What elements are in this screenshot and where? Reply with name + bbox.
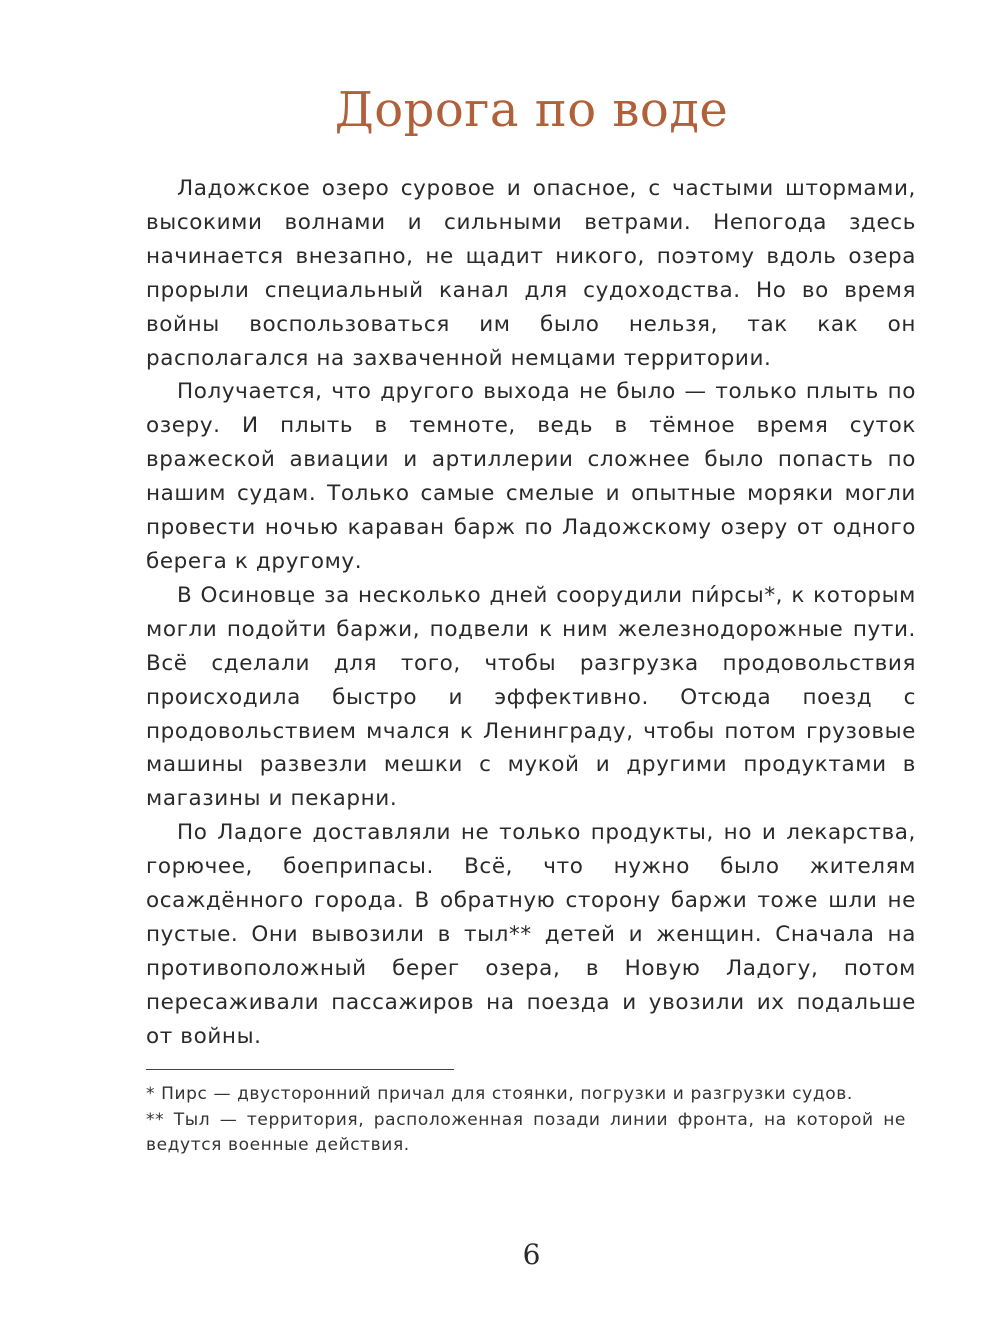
footnote: * Пирс — двусторонний причал для стоянки, погрузки и разгрузки судов. xyxy=(146,1084,853,1104)
body-text xyxy=(146,172,916,1054)
paragraph: Получается, что другого выхода не было — только плыть по озеру. И плыть в темноте, ведь в тёмное время суток вражеской авиации и артиллерии сложнее было попасть по нашим судам. Только самые смелые и опытные моряки могли провести ночью караван барж по Ладожскому озеру от одного берега к другому. xyxy=(146,379,916,574)
footnotes xyxy=(146,1082,906,1159)
paragraph: Ладожское озеро суровое и опасное, с частыми штормами, высокими волнами и сильными ветрами. Непогода здесь начинается внезапно, не щадит никого, поэтому вдоль озера прорыли специальный канал для судоходства. Но во время войны воспользоваться им было нельзя, так как он располагался на захваченной немцами территории. xyxy=(146,176,916,371)
page-title: Дорога по воде xyxy=(334,82,729,138)
page-number: 6 xyxy=(522,1238,541,1271)
paragraph: В Осиновце за несколько дней соорудили пи́рсы*, к которым могли подойти баржи, подвели к ним железнодорожные пути. Всё сделали для того, чтобы разгрузка продовольствия происходила быстро и эффективно. Отсюда поезд с продовольствием мчался к Ленинграду, чтобы потом грузовые машины развезли мешки с мукой и другими продуктами в магазины и пекарни. xyxy=(146,582,916,812)
footnote-divider xyxy=(146,1069,454,1070)
footnote: ** Тыл — территория, расположенная позади линии фронта, на которой не ведутся военные действия. xyxy=(146,1109,906,1155)
paragraph: По Ладоге доставляли не только продукты, но и лекарства, горючее, боеприпасы. Всё, что нужно было жителям осаждённого города. В обратную сторону баржи тоже шли не пустые. Они вывозили в тыл** детей и женщин. Сначала на противоположный берег озера, в Новую Ладогу, потом пересаживали пассажиров на поезда и увозили их подальше от войны. xyxy=(146,820,916,1049)
